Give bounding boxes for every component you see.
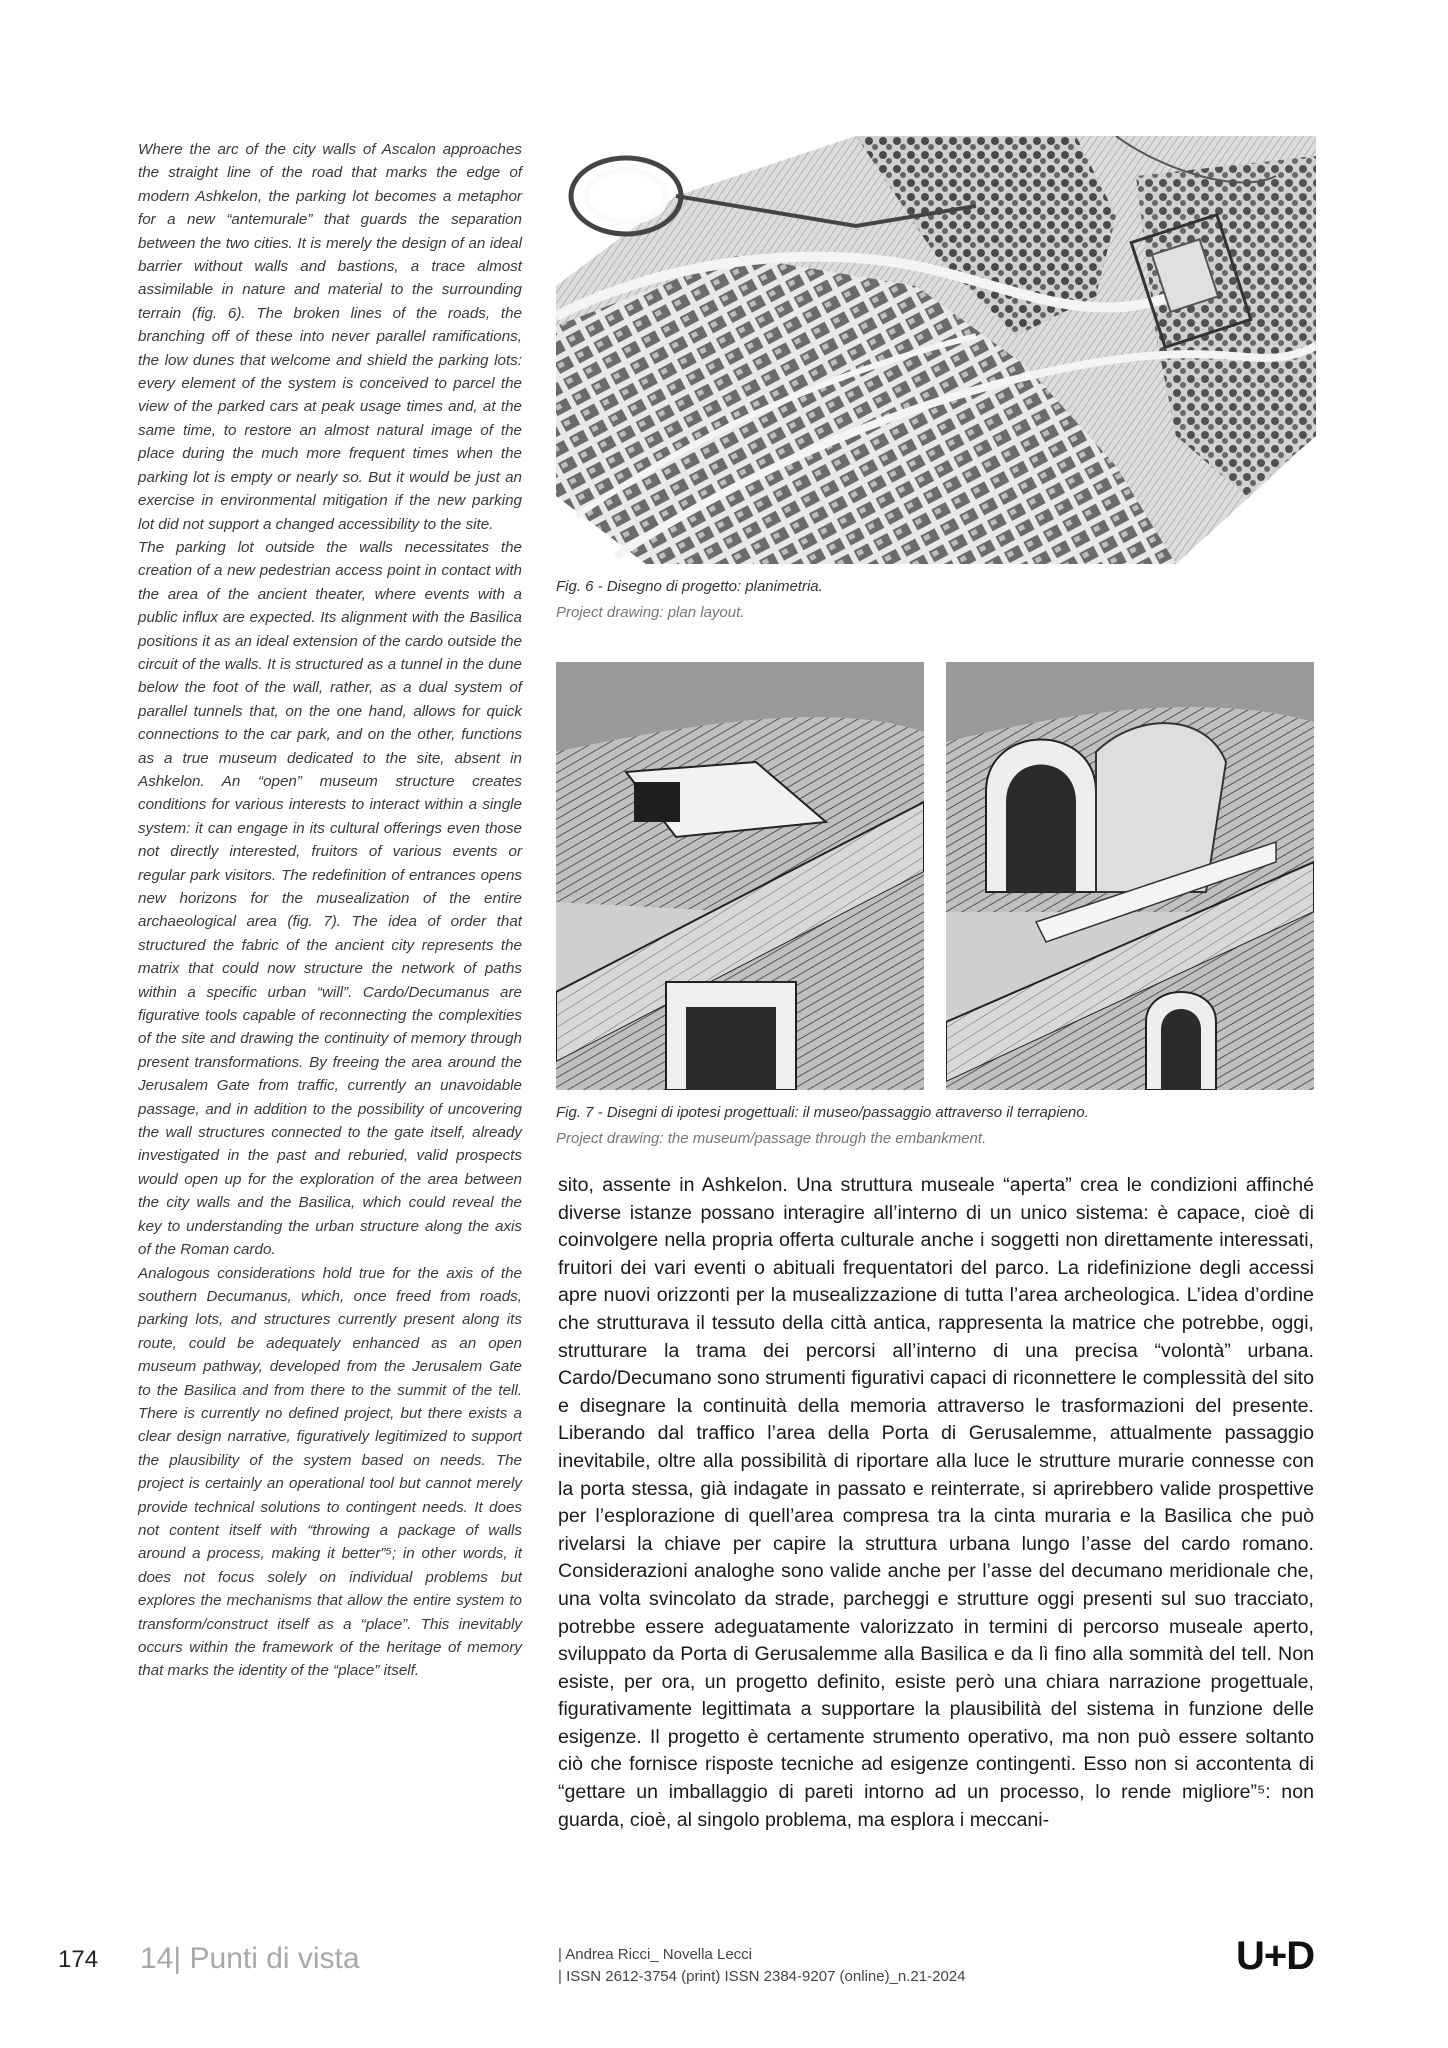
caption-english: Project drawing: plan layout. xyxy=(556,604,745,621)
authors: | Andrea Ricci_ Novella Lecci xyxy=(558,1946,752,1963)
figure-7-left-drawing xyxy=(556,662,924,1090)
paragraph: Analogous considerations hold true for the axis of the southern Decumanus, which, once freed from roads, parking lots, and structures currently present along its route, could be adequately enhanced as an open museum pathway, developed from the Jerusalem Gate to the Basilica and from there to the summit of the tell. There is currently no defined project, but there exists a clear design narrative, figuratively legitimized to support the plausibility of the system based on needs. The project is certainly an operational tool but cannot merely provide technical solutions to contingent needs. It does not content itself with “throwing a package of walls around a process, making it better”⁵; in other words, it does not focus solely on individual problems but explores the mechanisms that allow the entire system to transform/construct itself as a “place”. This inevitably occurs within the framework of the heritage of memory that marks the identity of the “place” itself. xyxy=(138,1264,522,1680)
footer-credits xyxy=(558,1944,965,1988)
embankment-tunnel-drawing-right xyxy=(946,662,1314,1090)
caption-italian: Fig. 6 - Disegno di progetto: planimetria. xyxy=(556,578,823,595)
figure-6-plan-drawing xyxy=(556,136,1316,564)
embankment-tunnel-drawing-left xyxy=(556,662,924,1090)
issn: | ISSN 2612-3754 (print) ISSN 2384-9207 (online)_n.21-2024 xyxy=(558,1968,966,1985)
caption-english: Project drawing: the museum/passage through the embankment. xyxy=(556,1130,987,1147)
figure-7-right-drawing xyxy=(946,662,1314,1090)
english-text-column xyxy=(138,138,522,1683)
paragraph: Where the arc of the city walls of Ascalon approaches the straight line of the road that marks the edge of modern Ashkelon, the parking lot becomes a metaphor for a new “antemurale” that guards the separation between the two cities. It is merely the design of an ideal barrier without walls and bastions, a trace almost assimilable in nature and material to the surrounding terrain (fig. 6). The broken lines of the roads, the branching off of these into never parallel ramifications, the low dunes that welcome and shield the parking lots: every element of the system is conceived to parcel the view of the parked cars at peak usage times and, at the same time, to restore an almost natural image of the place during the much more frequent times when the parking lot is empty or nearly so. But it would be just an exercise in environmental mitigation if the new parking lot did not support a changed accessibility to the site. xyxy=(138,141,522,533)
journal-section-title: 14| Punti di vista xyxy=(140,1942,360,1975)
paragraph: The parking lot outside the walls necessitates the creation of a new pedestrian access point in contact with the area of the ancient theater, where events with a public influx are expected. Its alignment with the Basilica positions it as an ideal extension of the cardo outside the circuit of the walls. It is structured as a tunnel in the dune below the foot of the wall, rather, as a dual system of parallel tunnels that, on the one hand, allows for quick connections to the car park, and on the other, functions as a true museum dedicated to the site, absent in Ashkelon. An “open” museum structure creates conditions for various interests to interact within a single system: it can engage in its cultural offerings even those not directly interested, fruitors of various events or regular park visitors. The redefinition of entrances opens new horizons for the musealization of the entire archaeological area (fig. 7). The idea of order that structured the fabric of the ancient city represents the matrix that could now structure the network of paths within a specific urban “will”. Cardo/Decumanus are figurative tools capable of reconnecting the complexities of the site and drawing the continuity of memory through present transformations. By freeing the area around the Jerusalem Gate from traffic, currently an unavoidable passage, and in addition to the possibility of uncovering the wall structures connected to the gate itself, already investigated in the past and reburied, valid prospects would open up for the exploration of the area between the city walls and the Basilica, which could reveal the key to understanding the urban structure along the axis of the Roman cardo. xyxy=(138,538,522,1259)
page-number: 174 xyxy=(58,1946,99,1973)
plan-drawing-illustration xyxy=(556,136,1316,564)
caption-italian: Fig. 7 - Disegni di ipotesi progettuali: il museo/passaggio attraverso il terrapieno. xyxy=(556,1104,1089,1121)
figure-7-caption xyxy=(556,1100,1316,1152)
italian-text-column xyxy=(558,1172,1314,1834)
paragraph: sito, assente in Ashkelon. Una struttura museale “aperta” crea le condizioni affinché diverse istanze possano interagire all’interno di un unico sistema: è capace, cioè di coinvolgere nella propria offerta culturale anche i soggetti non direttamente interessati, fruitori dei vari eventi o abituali frequentatori del parco. La ridefinizione degli accessi apre nuovi orizzonti per la musealizzazione di tutta l’area archeologica. L’idea d’ordine che strutturava il tessuto della città antica, rappresenta la matrice che potrebbe, oggi, strutturare la trama dei percorsi all’interno di una precisa “volontà” urbana. Cardo/Decumano sono strumenti figurativi capaci di riconnettere le complessità del sito e disegnare la continuità della memoria attraverso le trasformazioni del presente. Liberando dal traffico l’area della Porta di Gerusalemme, attualmente passaggio inevitabile, oltre alla possibilità di riportare alla luce le strutture murarie connesse con la porta stessa, già indagate in passato e reinterrate, si aprirebbero valide prospettive per l’esplorazione di quell’area compresa tra la cinta muraria e la Basilica che può rivelarsi la chiave per capire la struttura urbana lungo l’asse del cardo romano. Considerazioni analoghe sono valide anche per l’asse del decumano meridionale che, una volta svincolato da strade, parcheggi e strutture oggi presenti sul suo tracciato, potrebbe essere adeguatamente valorizzato in termini di percorso museale aperto, sviluppato da Porta di Gerusalemme alla Basilica e da lì fino alla sommità del tell. Non esiste, per ora, un progetto definito, esiste però una chiara narrazione progettuale, figurativamente legittimata a supportare la plausibilità del sistema in funzione delle esigenze. Il progetto è certamente strumento operativo, ma non può essere soltanto ciò che fornisce risposte tecniche ad esigenze contingenti. Esso non si accontenta di “gettare un imballaggio di pareti intorno ad un processo, lo rende migliore”⁵: non guarda, cioè, al singolo problema, ma esplora i meccani- xyxy=(558,1174,1314,1831)
figure-6-caption xyxy=(556,574,1316,626)
journal-logo: U+D xyxy=(1236,1934,1315,1978)
